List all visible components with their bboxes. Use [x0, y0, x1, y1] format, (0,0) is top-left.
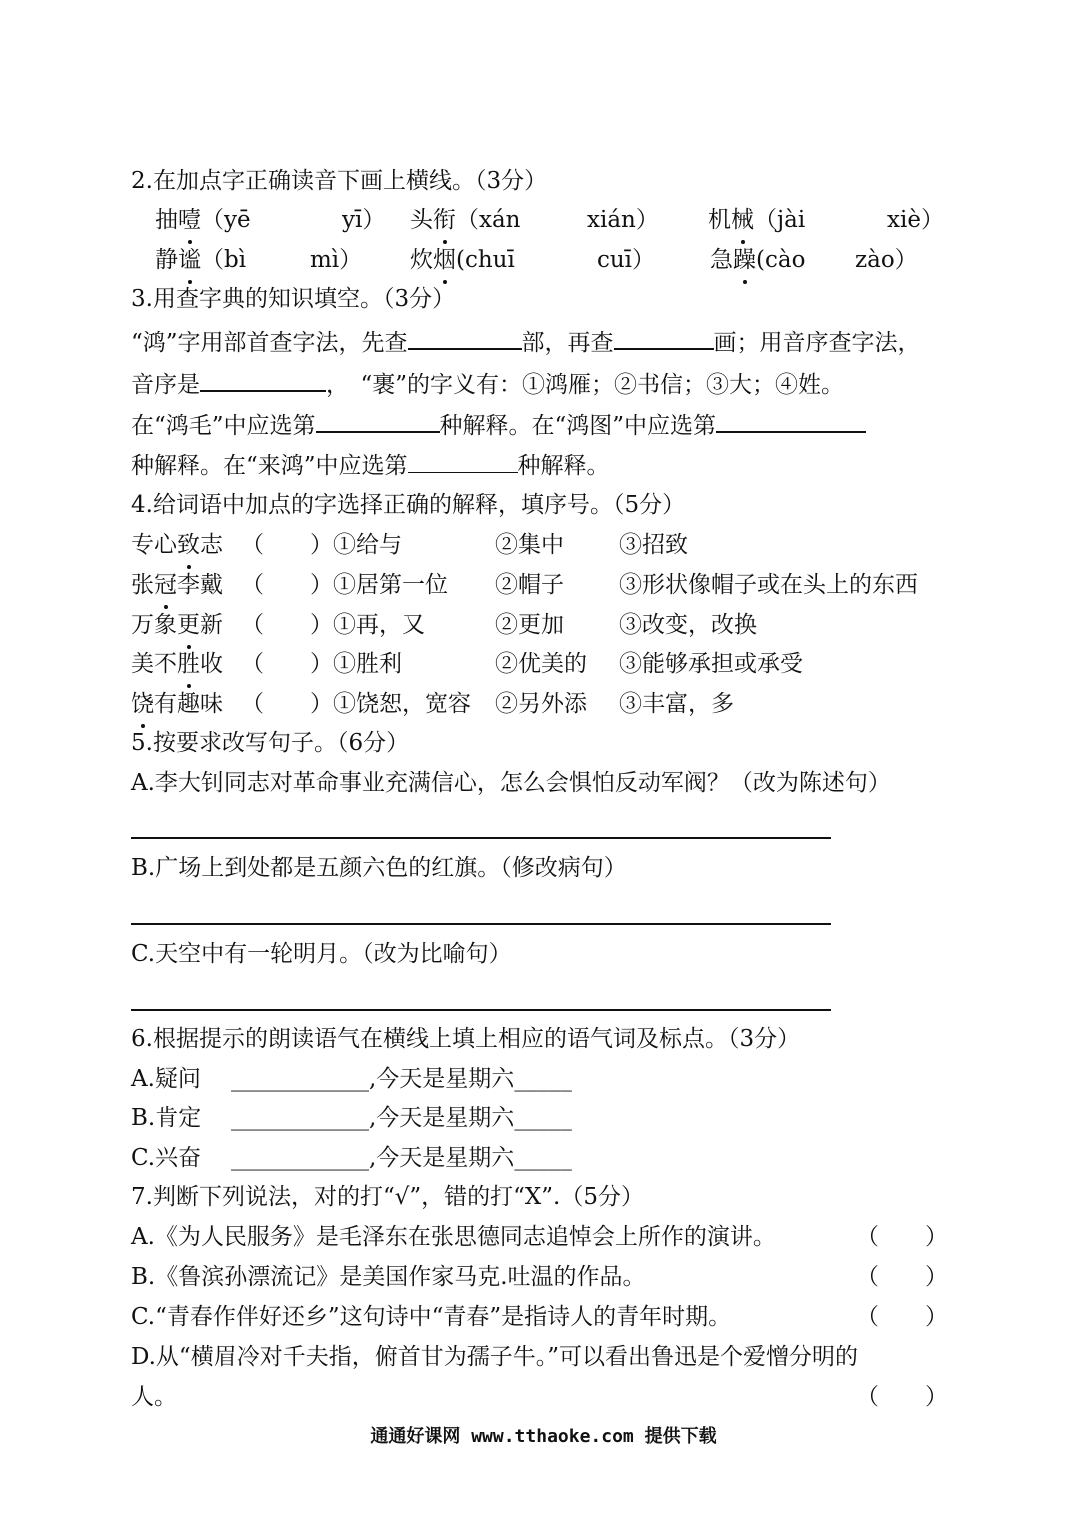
fill-blank[interactable]: [316, 409, 440, 433]
answer-paren[interactable]: （ ）: [241, 612, 333, 638]
footer-credit: 通通好课网 www.tthaoke.com 提供下载: [370, 1426, 717, 1447]
pinyin-option-b[interactable]: xiè: [887, 207, 921, 233]
answer-paren[interactable]: （ ）: [856, 1264, 948, 1290]
q4-row-4: 美不胜收 （ ）①胜利 ②优美的 ③能够承担或承受: [131, 651, 803, 677]
fill-blank[interactable]: _____: [514, 1105, 572, 1131]
pinyin-option-b[interactable]: xián: [587, 207, 636, 233]
pinyin-option-a[interactable]: bì: [224, 247, 247, 273]
q2-item-3: 机械（jài xiè）: [708, 207, 944, 233]
answer-paren[interactable]: （ ）: [856, 1224, 948, 1250]
q6-title: 6.根据提示的朗读语气在横线上填上相应的语气词及标点。（3分）: [131, 1026, 801, 1052]
q3-line-2: 音序是 ， “裹”的字义有：①鸿雁；②书信；③大；④姓。: [131, 368, 844, 400]
q3-line-3: 在“鸿毛”中应选第 种解释。在“鸿图”中应选第: [131, 409, 866, 441]
q4-row-2: 张冠李戴 （ ）①居第一位 ②帽子 ③形状像帽子或在头上的东西: [131, 572, 918, 598]
q4-row-3: 万象更新 （ ）①再，又 ②更加 ③改变，改换: [131, 612, 757, 638]
q6-row-1: A.疑问 ____________,今天是星期六_____: [131, 1066, 572, 1092]
q2-item-1: 抽噎（yē yī）: [155, 207, 386, 233]
fill-blank[interactable]: _____: [514, 1145, 572, 1171]
answer-line[interactable]: [131, 1009, 831, 1011]
answer-paren[interactable]: （ ）: [241, 691, 333, 717]
answer-line[interactable]: [131, 923, 831, 925]
pinyin-option-a[interactable]: cào: [764, 247, 806, 273]
q4-title: 4.给词语中加点的字选择正确的解释，填序号。（5分）: [131, 492, 686, 518]
fill-blank[interactable]: ____________: [231, 1105, 369, 1131]
q6-row-2: B.肯定 ____________,今天是星期六_____: [131, 1105, 572, 1131]
q3-title: 3.用查字典的知识填空。（3分）: [131, 286, 456, 312]
fill-blank[interactable]: ____________: [231, 1145, 369, 1171]
answer-paren[interactable]: （ ）: [241, 572, 333, 598]
q2-item-2: 头衔（xán xián）: [410, 207, 659, 233]
fill-blank[interactable]: [408, 450, 518, 473]
q7-d-line-2: 人。: [131, 1384, 177, 1410]
q4-row-1: 专心致志 （ ）①给与 ②集中 ③招致: [131, 532, 688, 558]
answer-paren[interactable]: （ ）: [856, 1304, 948, 1330]
q2-item-6: 急躁(cào zào）: [710, 247, 918, 273]
pinyin-option-b[interactable]: mì: [310, 247, 340, 273]
q4-row-5: 饶有趣味 （ ）①饶恕，宽容 ②另外添 ③丰富，多: [131, 691, 734, 717]
q5-a: A.李大钊同志对革命事业充满信心，怎么会惧怕反动军阀？（改为陈述句）: [131, 770, 891, 796]
fill-blank[interactable]: [200, 368, 326, 392]
q7-title: 7.判断下列说法，对的打“√”，错的打“X”.（5分）: [131, 1184, 644, 1210]
q7-c: C.“青春作伴好还乡”这句诗中“青春”是指诗人的青年时期。: [131, 1304, 732, 1330]
answer-paren[interactable]: （ ）: [241, 532, 333, 558]
pinyin-option-a[interactable]: chuī: [464, 247, 515, 273]
pinyin-option-a[interactable]: jài: [777, 207, 806, 233]
q7-d-line-1: D.从“横眉冷对千夫指，俯首甘为孺子牛。”可以看出鲁迅是个爱憎分明的: [131, 1344, 858, 1370]
q7-a: A.《为人民服务》是毛泽东在张思德同志追悼会上所作的演讲。: [131, 1224, 776, 1250]
q3-line-4: 种解释。在“来鸿”中应选第 种解释。: [131, 450, 610, 481]
answer-line[interactable]: [131, 837, 831, 839]
q3-line-1: “鸿”字用部首查字法，先查 部，再查 画；用音序查字法，: [131, 326, 921, 358]
answer-paren[interactable]: （ ）: [856, 1384, 948, 1410]
answer-paren[interactable]: （ ）: [241, 651, 333, 677]
q2-item-5: 炊烟(chuī cuī）: [410, 247, 656, 273]
fill-blank[interactable]: ____________: [231, 1066, 369, 1092]
q6-row-3: C.兴奋 ____________,今天是星期六_____: [131, 1145, 572, 1171]
q2-title: 2.在加点字正确读音下画上横线。（3分）: [131, 168, 548, 194]
pinyin-option-a[interactable]: xán: [479, 207, 521, 233]
q7-b: B.《鲁滨孙漂流记》是美国作家马克.吐温的作品。: [131, 1264, 646, 1290]
pinyin-option-a[interactable]: yē: [224, 207, 251, 233]
fill-blank[interactable]: [614, 326, 714, 350]
pinyin-option-b[interactable]: zào: [854, 247, 895, 273]
fill-blank[interactable]: _____: [514, 1066, 572, 1092]
q2-item-4: 静谧（bì mì）: [155, 247, 363, 273]
q5-b: B.广场上到处都是五颜六色的红旗。（修改病句）: [131, 855, 627, 881]
fill-blank[interactable]: [408, 326, 522, 350]
pinyin-option-b[interactable]: yī: [342, 207, 363, 233]
q5-c: C.天空中有一轮明月。（改为比喻句）: [131, 941, 512, 967]
q5-title: 5.按要求改写句子。（6分）: [131, 730, 410, 756]
pinyin-option-b[interactable]: cuī: [596, 247, 633, 273]
fill-blank[interactable]: [716, 409, 866, 433]
